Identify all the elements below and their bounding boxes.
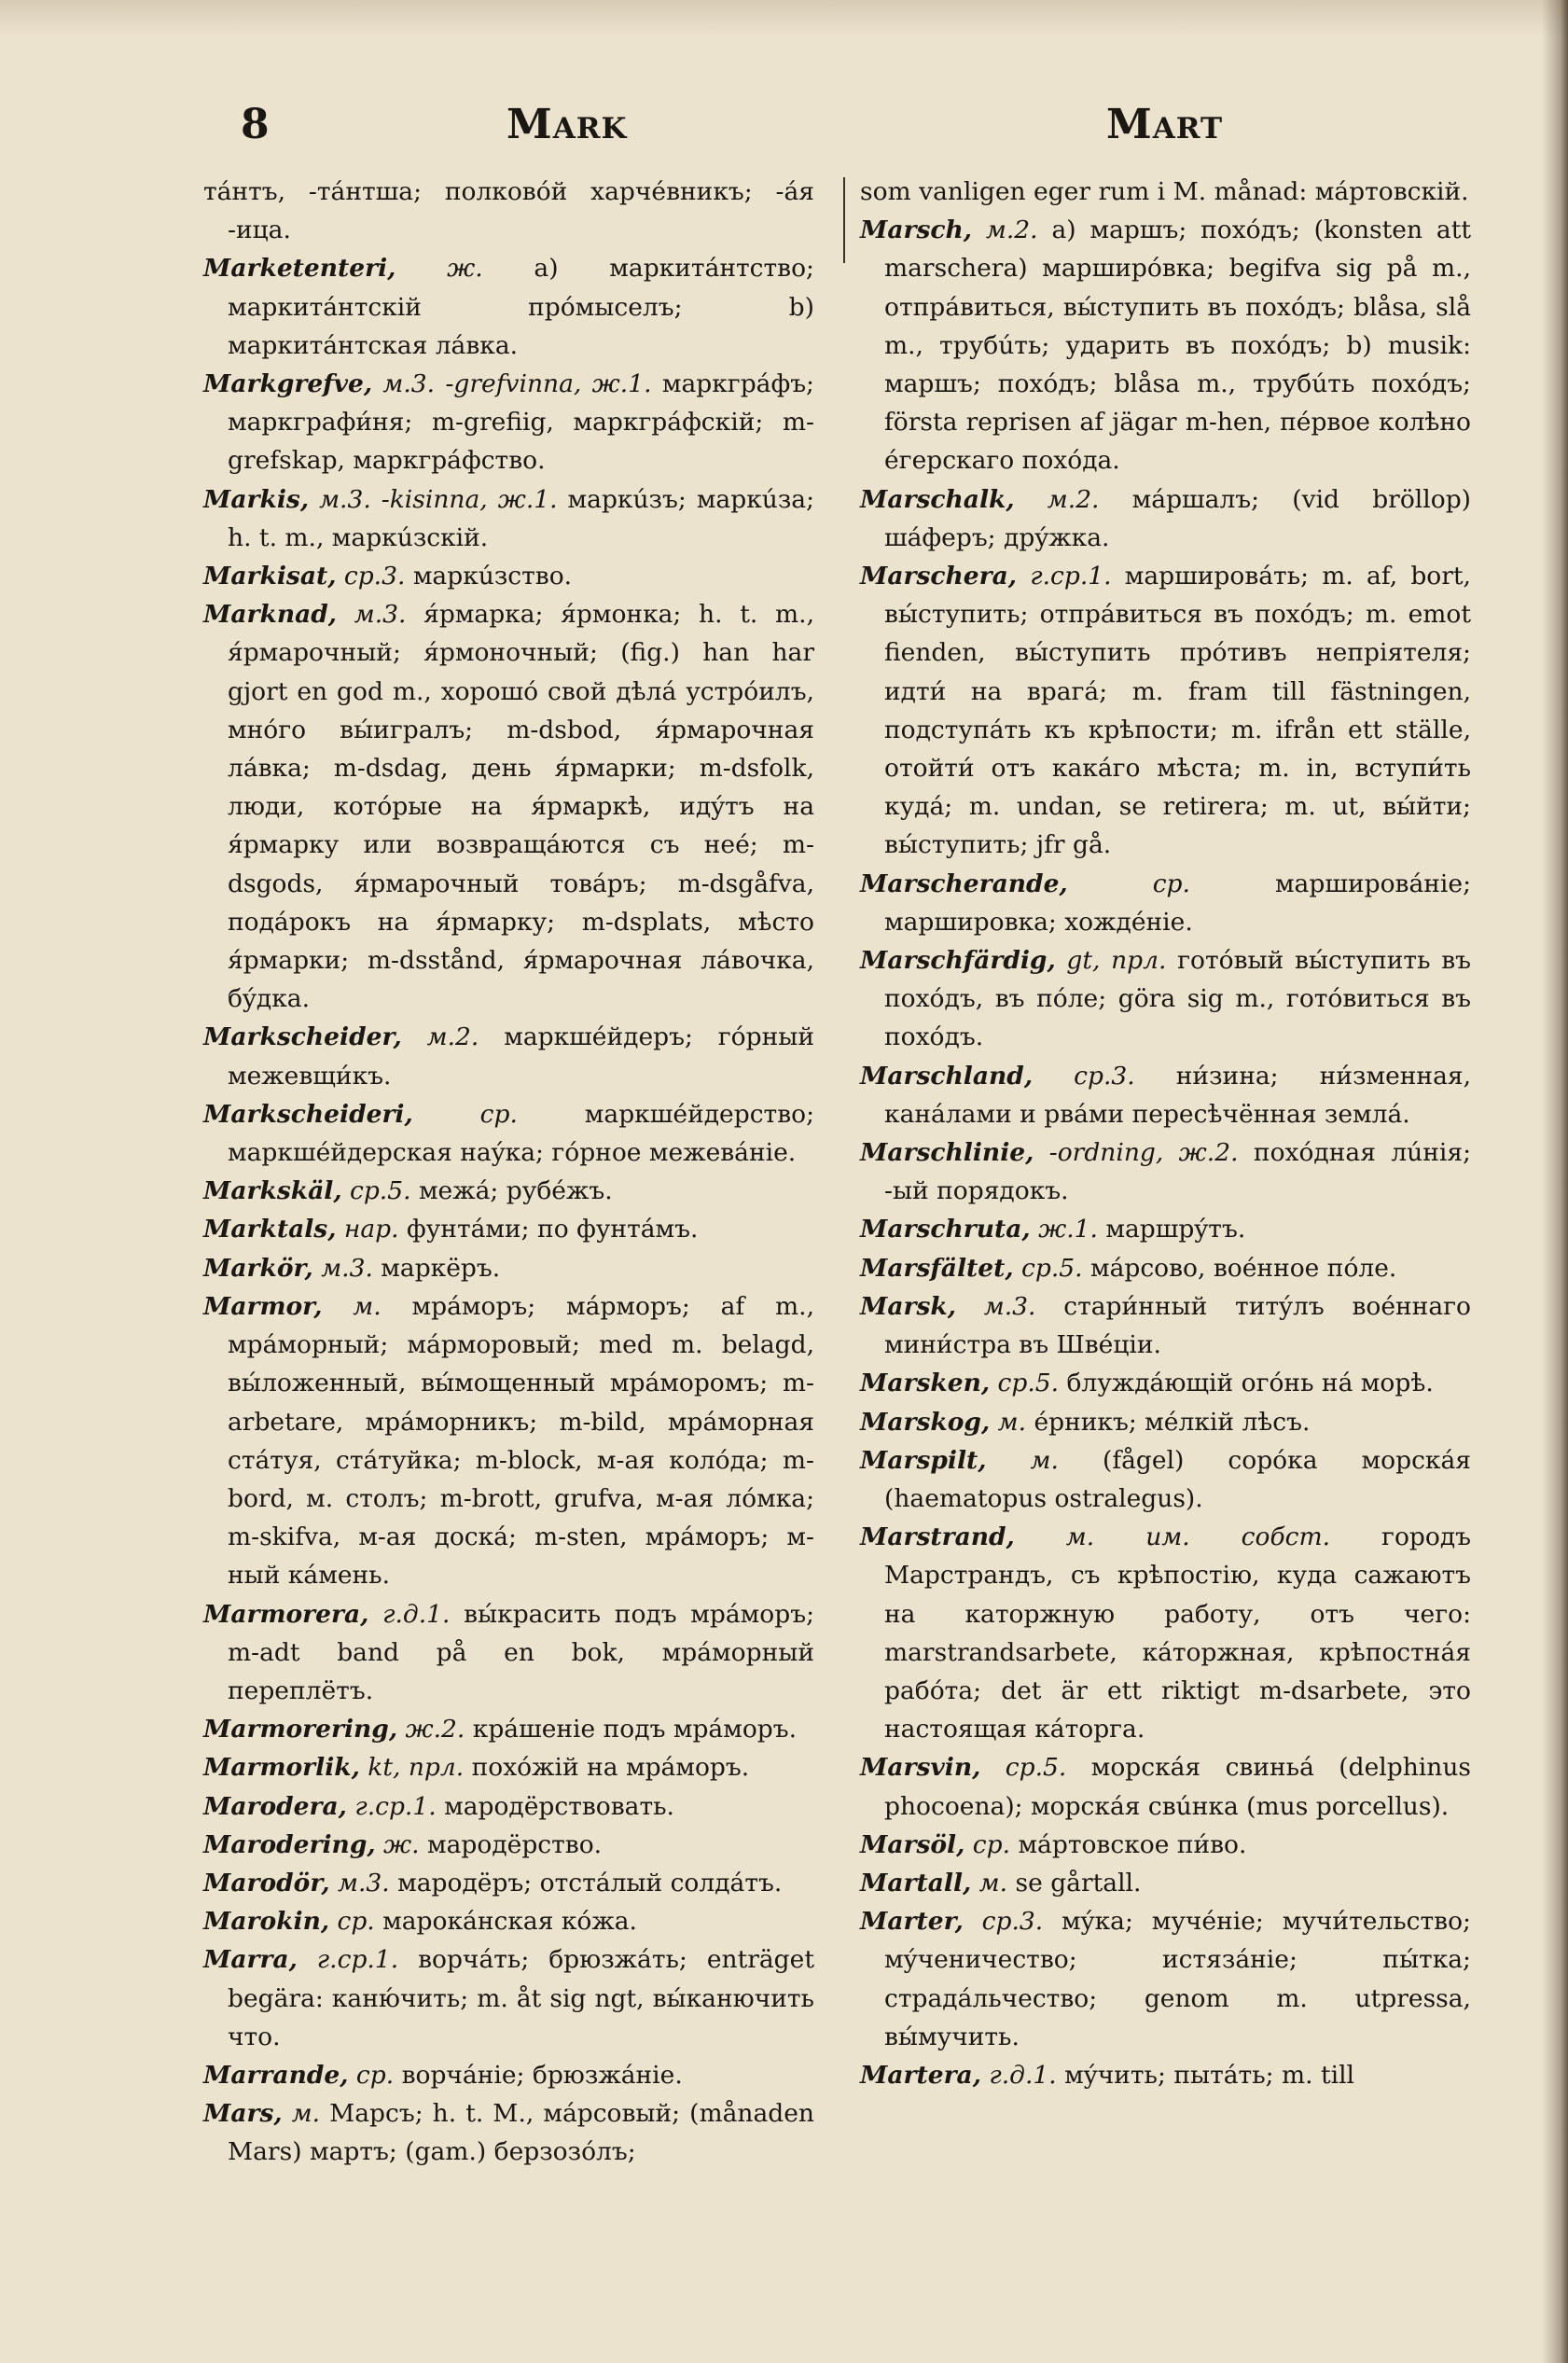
page-number: 8 [241,101,270,148]
dictionary-entry [203,557,814,595]
entry-headword: Marschera, [860,562,1018,591]
entry-grammar: ср. [348,2060,395,2090]
entry-grammar: ср. [1067,869,1190,898]
entry-definition: ни́зина; ни́зменная, канáлами и рвáми пересѣчённая землá. [884,1061,1472,1129]
entry-definition: тáнтъ, -тáнтша; полковóй харчéвникъ; -áя -ица. [203,177,814,245]
entry-definition: я́рмарка; я́рмонка; h. t. m., я́рмарочный; я́рмоночный; (fig.) han har gjort en god m., хорошó свой дѣлá устрóилъ, мнóго вы́игралъ; m-dsbod, я́рмарочная лáвка; m-dsdag, день я́рмарки; m-dsfolk, люди, котóрые на я́рмаркѣ, идýтъ на я́рмарку или возвращáются съ неé; m-dsgods, я́рмарочный товáръ; m-dsgåfva, подáрокъ на я́рмарку; m-dsplats, мѣсто я́рмарки; m-dsstånd, я́рмарочная лáвочка, бýдка. [228,600,814,1014]
entry-grammar: м.3. [329,1868,390,1897]
entry-grammar: г.д.1. [980,2060,1057,2090]
entry-grammar: м.3. [337,600,407,630]
entry-headword: Markis, [203,484,310,514]
entry-headword: Markör, [203,1253,313,1283]
entry-headword: Marstrand, [860,1522,1015,1552]
entry-grammar: gt, прл. [1055,946,1167,976]
entry-definition: мáртовское пи́во. [1010,1829,1247,1859]
entry-grammar: ср.3. [336,562,406,591]
entry-grammar: м. [322,1291,382,1321]
entry-definition: éрникъ; мéлкій лѣсъ. [1026,1407,1311,1437]
dictionary-entry [860,1518,1471,1748]
dictionary-entry [203,1826,814,1864]
entry-headword: Martall, [860,1868,972,1897]
dictionary-entry [203,1095,814,1172]
entry-definition: мýка; мучéніе; мучи́тельство; мýченичество; истязáніе; пы́тка; страдáльчество; genom m. utpressa, вы́мучить. [884,1907,1471,2051]
entry-headword: Markscheider, [203,1022,402,1052]
page-header [241,101,1224,153]
entry-headword: Marokin, [203,1907,330,1937]
entry-definition: блуждáющій огóнь нá морѣ. [1059,1369,1434,1398]
dictionary-entry [203,365,814,480]
entry-definition: som vanligen eger rum i M. månad: мáртовскій. [860,177,1469,206]
dictionary-entry [860,1133,1471,1210]
entry-definition: морскáя свиньá (delphinus phocoena); морскáя свúнка (mus porcellus). [884,1753,1472,1821]
dictionary-entry [860,1441,1471,1518]
dictionary-entry [203,1902,814,1940]
entry-definition: а) маршъ; похóдъ; (konsten att marschera) марширóвка; begifva sig på m., отпрáвиться, вы́ступить въ похóдъ; blåsa, slå m., трубúть; ударить въ похóдъ; b) musik: маршъ; похóдъ; blåsa m., трубúть похóдъ; första reprisen af jägar m-hen, пéрвое колѣно éгерскаго похóда. [884,215,1471,476]
dictionary-entry [860,941,1471,1057]
entry-headword: Marter, [860,1907,964,1937]
entry-grammar: м.3. -kisinna, ж.1. [309,484,558,514]
left-guide-word: Mark [506,101,628,148]
entry-definition: мýчить; пытáть; m. till [1056,2060,1355,2090]
entry-headword: Marskog, [860,1407,991,1437]
entry-grammar: ср.5. [341,1176,411,1206]
dictionary-entry [203,1787,814,1826]
entry-definition: похóжій на мрáморъ. [464,1753,750,1783]
entry-grammar: м.3. [312,1253,373,1283]
dictionary-entry [203,1287,814,1595]
entry-definition: (fågel) сорóка морскáя (haematopus ostralegus). [884,1445,1471,1513]
page-edge-shadow [1542,0,1568,2363]
entry-headword: Marscherande, [860,869,1068,898]
entry-headword: Marsöl, [860,1829,965,1859]
dictionary-entry [203,1864,814,1902]
entry-definition: стари́нный титýлъ воéннаго мини́стра въ Швéціи. [884,1291,1471,1360]
column-divider [843,177,845,263]
entry-definition: мáршалъ; (vid bröllop) шáферъ; дрýжка. [884,484,1471,552]
entry-grammar: м.2. [401,1022,479,1052]
entry-headword: Marmorering, [203,1715,398,1744]
entry-definition: похóдная лúнія; -ый порядокъ. [884,1138,1472,1206]
entry-headword: Marschlinie, [860,1138,1034,1168]
dictionary-entry [203,1748,814,1786]
entry-headword: Marschruta, [860,1215,1031,1244]
entry-grammar: ср.3. [963,1907,1044,1937]
entry-definition: маркúзъ; маркúза; h. t. m., маркúзскій. [228,484,814,552]
entry-definition: маршировáть; m. af, bort, вы́ступить; отпрáвиться въ похóдъ; m. emot fienden, вы́ступить прóтивъ непріятеля; идти́ на врагá; m. fram till fästningen, подступáть къ крѣпости; m. ifrån ett ställe, отойти́ отъ какáго мѣста; m. in, вступи́ть кудá; m. undan, se retirera; m. ut, вы́йти; вы́ступить; jfr gå. [884,562,1471,860]
entry-grammar: ж.2. [397,1715,465,1744]
dictionary-entry [203,2094,814,2171]
entry-definition: se gårtall. [1007,1868,1142,1897]
entry-definition: маршировáніе; маршировка; хождéніе. [884,869,1471,937]
entry-grammar: г.ср.1. [297,1945,399,1975]
dictionary-entry [860,1287,1471,1364]
entry-definition: крáшеніе подъ мрáморъ. [465,1715,798,1744]
entry-headword: Marspilt, [860,1445,987,1475]
entry-grammar: ср.3. [1033,1061,1135,1091]
entry-headword: Markscheideri, [203,1099,413,1129]
dictionary-entry [860,1364,1471,1402]
entry-definition: марокáнская кóжа. [374,1907,637,1937]
dictionary-entry [203,1595,814,1711]
entry-headword: Marra, [203,1945,298,1975]
entry-definition: ворчáть; брюзжáть; enträget begära: каню́чить; m. åt sig ngt, вы́канючить что. [228,1945,814,2051]
dictionary-entry [203,1210,814,1248]
entry-definition: маркёръ. [372,1253,501,1283]
entry-grammar: нар. [336,1215,399,1244]
dictionary-entry [203,249,814,365]
entry-grammar: м.3. [955,1291,1036,1321]
entry-definition: а) маркитáнтство; маркитáнтскій прóмыселъ; b) маркитáнтская лáвка. [228,254,814,360]
entry-grammar: ж.1. [1030,1215,1098,1244]
page-top-shading [0,0,1568,37]
entry-headword: Markisat, [203,562,337,591]
dictionary-entry [860,1057,1471,1133]
entry-headword: Marmorera, [203,1599,369,1629]
dictionary-entry [203,2056,814,2094]
dictionary-entry [860,1826,1471,1864]
entry-grammar: -ordning, ж.2. [1034,1138,1239,1168]
dictionary-entry [203,595,814,1018]
dictionary-entry [860,1748,1471,1825]
entry-headword: Marmor, [203,1291,323,1321]
entry-grammar: ср.5. [1013,1253,1083,1283]
dictionary-entry [860,1403,1471,1441]
right-column [860,173,1471,2094]
entry-definition: мародёръ; отстáлый солдáтъ. [389,1868,783,1897]
entry-definition: межá; рубéжъ. [410,1176,613,1206]
entry-definition: фунтáми; по фунтáмъ. [398,1215,699,1244]
dictionary-entry [203,1710,814,1748]
entry-definition: маркгрáфъ; маркграфи́ня; m-grefiig, маркгрáфскій; m-grefskap, маркгрáфство. [228,369,814,476]
entry-grammar: ср. [964,1829,1011,1859]
entry-headword: Marsch, [860,215,973,245]
entry-headword: Marktals, [203,1215,337,1244]
dictionary-entry [860,173,1471,211]
entry-headword: Markskäl, [203,1176,342,1206]
entry-headword: Marrande, [203,2060,349,2090]
entry-grammar: г.ср.1. [1017,562,1112,591]
entry-definition: мародёрство. [419,1829,603,1859]
entry-grammar: м.2. [972,215,1038,245]
entry-grammar: г.ср.1. [346,1791,437,1821]
entry-grammar: ср. [329,1907,375,1937]
entry-grammar: г.д.1. [368,1599,451,1629]
entry-grammar: ср.5. [990,1369,1060,1398]
dictionary-entry [203,1018,814,1094]
entry-headword: Marsvin, [860,1753,981,1783]
dictionary-entry [203,173,814,249]
entry-grammar: м. им. собст. [1014,1522,1331,1552]
entry-grammar: kt, прл. [359,1753,465,1783]
entry-definition: маркшéйдеръ; гóрный межевщи́къ. [228,1022,814,1091]
entry-headword: Marknad, [203,600,338,630]
entry-grammar: ср. [412,1099,518,1129]
entry-headword: Marketenteri, [203,254,396,284]
entry-headword: Marmorlik, [203,1753,360,1783]
entry-headword: Mars, [203,2099,283,2129]
dictionary-entry [860,1249,1471,1287]
entry-grammar: м. [990,1407,1027,1437]
entry-grammar: м. [282,2099,321,2129]
entry-headword: Marsk, [860,1291,956,1321]
entry-headword: Marschland, [860,1061,1034,1091]
entry-definition: маршрýтъ. [1097,1215,1246,1244]
entry-grammar: м.3. -grefvinna, ж.1. [372,369,652,399]
entry-grammar: м. [986,1445,1059,1475]
entry-headword: Marodör, [203,1868,330,1897]
right-guide-word: Mart [1106,101,1224,148]
entry-grammar: ж. [375,1829,420,1859]
entry-grammar: ср.5. [980,1753,1067,1783]
entry-headword: Marodering, [203,1829,376,1859]
entry-headword: Marsken, [860,1369,991,1398]
entry-headword: Marschfärdig, [860,946,1056,976]
entry-definition: маркшéйдерство; маркшéйдерская наýка; гóрное межевáніе. [228,1099,814,1168]
dictionary-entry [860,1902,1471,2056]
dictionary-entry [860,211,1471,480]
entry-definition: мрáморъ; мáрморъ; af m., мрáморный; мáрморовый; med m. belagd, вы́ложенный, вы́мощенный мрáморомъ; m-arbetare, мрáморникъ; m-bild, мрáморная стáтуя, стáтуйка; m-block, м-ая колóда; m-bord, м. столъ; m-brott, grufva, м-ая лóмка; m-skifva, м-ая доскá; m-sten, мрáморъ; м-ный кáмень. [228,1291,814,1591]
entry-definition: городъ Марстрандъ, съ крѣпостію, куда сажаютъ на каторжную работу, отъ чего: marstrandsarbete, кáторжная, крѣпостнáя рабóта; det är ett riktigt m-dsarbete, это настоящая кáторга. [884,1522,1471,1744]
entry-headword: Marschalk, [860,484,1015,514]
dictionary-entry [860,2056,1471,2094]
entry-grammar: м. [971,1868,1008,1897]
entry-definition: готóвый вы́ступить въ похóдъ, въ пóле; göra sig m., готóвиться въ похóдъ. [884,946,1471,1052]
entry-definition: маркúзство. [405,562,573,591]
entry-headword: Marsfältet, [860,1253,1014,1283]
entry-headword: Marodera, [203,1791,347,1821]
dictionary-entry [860,1864,1471,1902]
dictionary-entry [203,1249,814,1287]
entry-definition: мáрсово, воéнное пóле. [1082,1253,1397,1283]
entry-headword: Markgrefve, [203,369,373,399]
entry-definition: Марсъ; h. t. M., мáрсовый; (månaden Mars) мартъ; (gam.) берзозóлъ; [228,2099,814,2167]
dictionary-entry [860,1210,1471,1248]
dictionary-entry [860,480,1471,557]
entry-definition: мародёрствовать. [436,1791,674,1821]
entry-grammar: ж. [395,254,483,284]
entry-definition: вы́красить подъ мрáморъ; m-adt band på en bok, мрáморный переплётъ. [228,1599,814,1705]
dictionary-entry [203,480,814,557]
entry-definition: ворчáніе; брюзжáніе. [394,2060,683,2090]
dictionary-entry [860,557,1471,865]
dictionary-entry [860,865,1471,941]
dictionary-entry [203,1172,814,1210]
left-column [203,173,814,2172]
dictionary-entry [203,1940,814,2056]
entry-grammar: м.2. [1014,484,1100,514]
entry-headword: Martera, [860,2060,981,2090]
